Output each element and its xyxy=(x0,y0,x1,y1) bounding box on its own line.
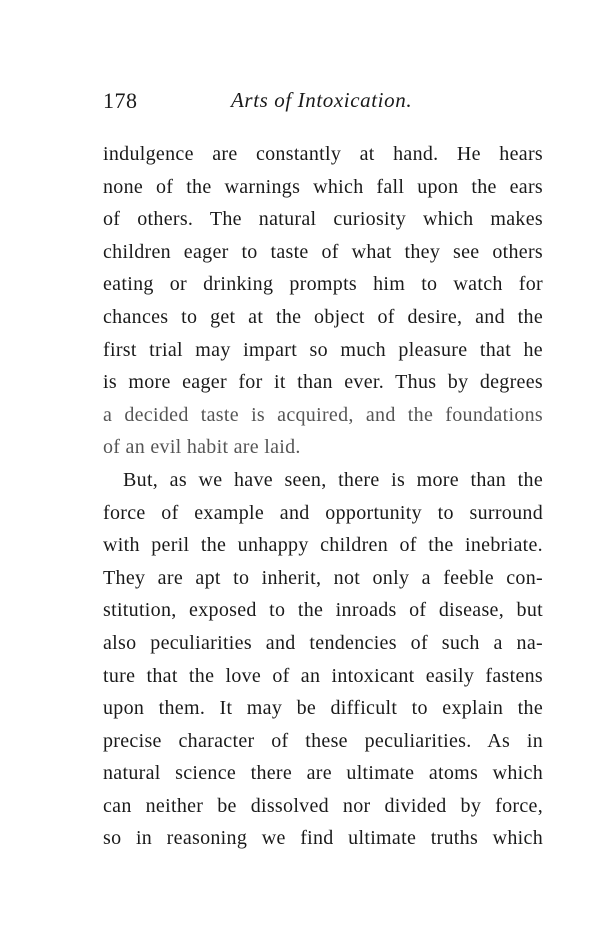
text-line: is more eager for it than ever. Thus by degrees xyxy=(103,371,543,394)
body-text xyxy=(103,138,543,855)
text-line: force of example and opportunity to surround xyxy=(103,501,543,524)
text-line: none of the warnings which fall upon the ears xyxy=(103,175,543,198)
text-line: natural science there are ultimate atoms which xyxy=(103,762,543,785)
text-line: They are apt to inherit, not only a feeble con- xyxy=(103,566,543,589)
text-line: But, as we have seen, there is more than the xyxy=(123,468,543,491)
page-number: 178 xyxy=(103,88,138,113)
text-line: eating or drinking prompts him to watch for xyxy=(103,273,543,296)
text-line: with peril the unhappy children of the inebriate. xyxy=(103,534,543,557)
text-line: upon them. It may be difficult to explain the xyxy=(103,697,543,720)
text-line: chances to get at the object of desire, and the xyxy=(103,305,543,328)
text-line: stitution, exposed to the inroads of disease, but xyxy=(103,599,543,622)
text-line: children eager to taste of what they see others xyxy=(103,240,543,263)
text-line: so in reasoning we find ultimate truths which xyxy=(103,827,543,850)
text-line: indulgence are constantly at hand. He hears xyxy=(103,143,543,165)
running-head xyxy=(103,88,543,118)
text-line: ture that the love of an intoxicant easily fastens xyxy=(103,664,543,687)
text-line: can neither be dissolved nor divided by force, xyxy=(103,794,543,817)
paragraph-2 xyxy=(103,464,543,855)
text-line: of others. The natural curiosity which makes xyxy=(103,208,543,231)
text-line: precise character of these peculiarities. As in xyxy=(103,729,543,752)
text-line: also peculiarities and tendencies of such a na- xyxy=(103,631,543,654)
running-title: Arts of Intoxication. xyxy=(231,88,413,112)
text-line: of an evil habit are laid. xyxy=(103,436,301,459)
text-line: a decided taste is acquired, and the foundations xyxy=(103,403,543,426)
paragraph-1 xyxy=(103,138,543,464)
text-line: first trial may impart so much pleasure that he xyxy=(103,338,543,361)
